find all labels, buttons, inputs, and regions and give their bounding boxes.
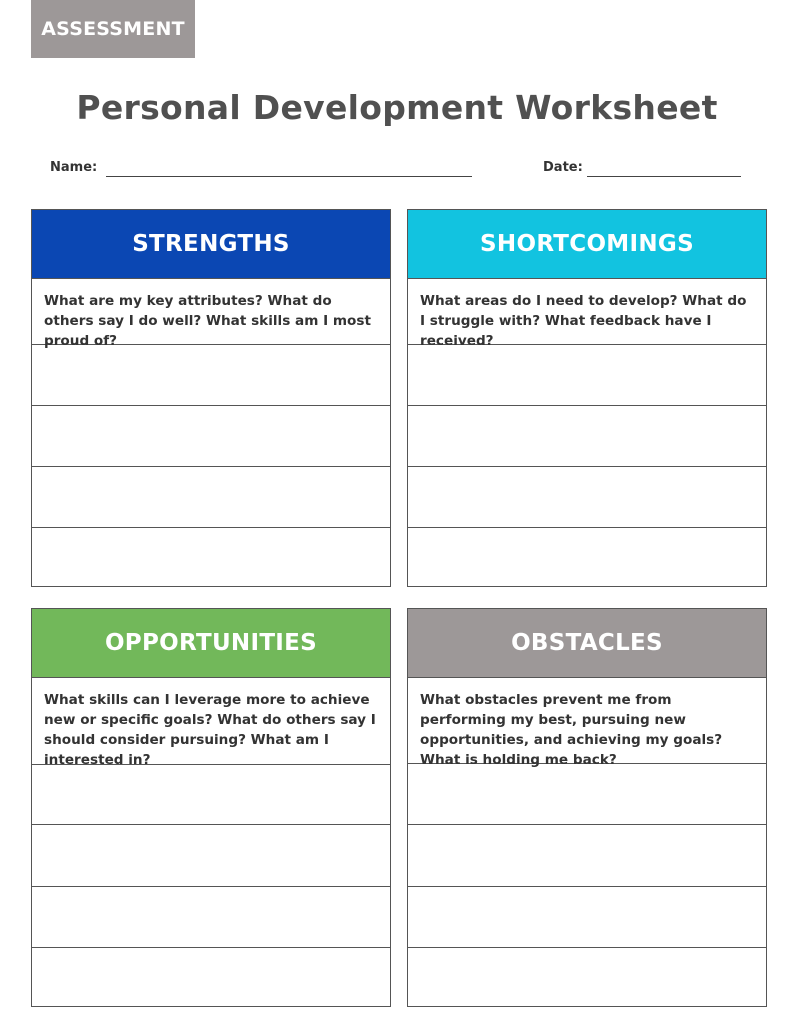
shortcomings-answer-line[interactable] <box>408 528 766 586</box>
page-title: Personal Development Worksheet <box>76 88 718 127</box>
date-input-line[interactable] <box>587 176 741 177</box>
shortcomings-answer-line[interactable] <box>408 406 766 467</box>
obstacles-heading: OBSTACLES <box>408 609 766 678</box>
strengths-prompt: What are my key attributes? What do others say I do well? What skills am I most proud of? <box>32 279 390 345</box>
strengths-heading: STRENGTHS <box>32 210 390 279</box>
obstacles-answer-line[interactable] <box>408 887 766 948</box>
obstacles-answer-line[interactable] <box>408 825 766 887</box>
assessment-tag: ASSESSMENT <box>31 0 195 58</box>
obstacles-panel <box>407 608 767 1007</box>
opportunities-answer-line[interactable] <box>32 765 390 825</box>
strengths-answer-line[interactable] <box>32 467 390 528</box>
shortcomings-prompt: What areas do I need to develop? What do I struggle with? What feedback have I received? <box>408 279 766 345</box>
name-input-line[interactable] <box>106 176 472 177</box>
opportunities-prompt: What skills can I leverage more to achieve new or specific goals? What do others say I should consider pursuing? What am I interested in? <box>32 678 390 765</box>
opportunities-answer-line[interactable] <box>32 825 390 887</box>
opportunities-heading: OPPORTUNITIES <box>32 609 390 678</box>
strengths-answer-line[interactable] <box>32 406 390 467</box>
shortcomings-answer-line[interactable] <box>408 467 766 528</box>
obstacles-prompt: What obstacles prevent me from performing my best, pursuing new opportunities, and achieving my goals? What is holding me back? <box>408 678 766 764</box>
name-label: Name: <box>50 160 98 175</box>
shortcomings-panel <box>407 209 767 587</box>
opportunities-answer-line[interactable] <box>32 948 390 1006</box>
opportunities-answer-line[interactable] <box>32 887 390 948</box>
shortcomings-answer-line[interactable] <box>408 345 766 406</box>
strengths-answer-line[interactable] <box>32 345 390 406</box>
strengths-answer-line[interactable] <box>32 528 390 586</box>
obstacles-answer-line[interactable] <box>408 764 766 825</box>
obstacles-answer-line[interactable] <box>408 948 766 1006</box>
strengths-panel <box>31 209 391 587</box>
date-label: Date: <box>543 160 583 175</box>
opportunities-panel <box>31 608 391 1007</box>
shortcomings-heading: SHORTCOMINGS <box>408 210 766 279</box>
